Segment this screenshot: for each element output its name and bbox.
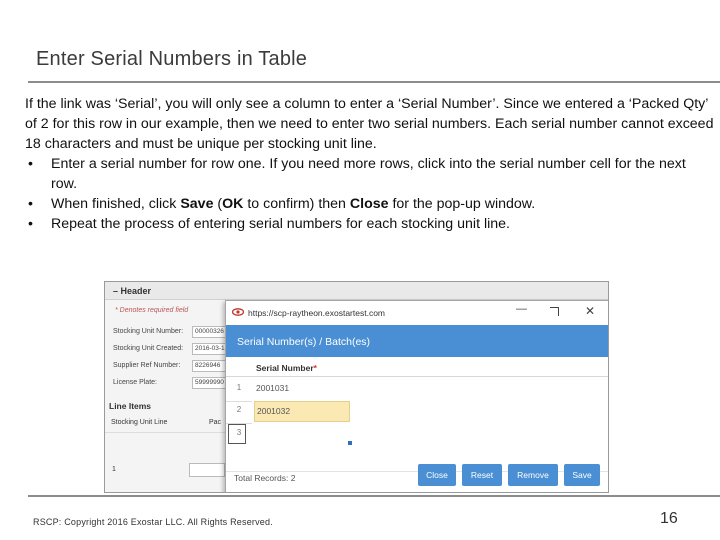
embedded-screenshot (104, 281, 609, 493)
bullet-dot: • (28, 156, 33, 172)
license-plate-label: License Plate: (113, 379, 157, 386)
row-number: 3 (236, 428, 242, 437)
bullet-dot: • (28, 196, 33, 212)
bullet-ok-word: OK (222, 196, 244, 212)
line-row-number: 1 (112, 466, 116, 473)
packed-qty-header: Pac (209, 419, 222, 426)
bullet-text-2-post: for the pop-up window. (388, 196, 536, 212)
bullet-dot: • (28, 216, 33, 232)
page-number: 16 (660, 510, 678, 527)
required-field-note: * Denotes required field (115, 307, 189, 314)
row-number: 1 (236, 383, 242, 392)
bullet-text-3: Repeat the process of entering serial numbers for each stocking unit line. (51, 216, 510, 232)
stocking-unit-number-field[interactable]: 00000326 (192, 326, 232, 338)
title-divider (28, 81, 720, 83)
serial-number-column-header (256, 363, 317, 373)
minimize-icon[interactable]: — (516, 303, 527, 315)
stocking-unit-created-label: Stocking Unit Created: (113, 345, 184, 352)
serial-number-cell[interactable]: 2001031 (256, 383, 290, 393)
required-star: * (313, 363, 317, 373)
stocking-unit-line-header: Stocking Unit Line (111, 419, 168, 426)
bullet-text-2-mid1: ( (213, 196, 223, 212)
bullet-text-2-pre: When finished, click (51, 196, 181, 212)
serial-number-cell[interactable] (254, 423, 350, 444)
serial-number-cell-active[interactable]: 2001032 (254, 401, 350, 422)
close-icon[interactable]: ✕ (585, 304, 596, 318)
remove-button[interactable]: Remove (508, 464, 558, 486)
cell-fill-handle[interactable] (348, 441, 352, 445)
serial-grid-header (226, 357, 609, 377)
stocking-unit-created-field[interactable]: 2016-03-1 (192, 343, 232, 355)
bullet-close-word: Close (349, 196, 389, 212)
header-section-toggle[interactable]: – Header (105, 282, 608, 300)
intro-paragraph: If the link was ‘Serial’, you will only see a column to enter a ‘Serial Number’. Since we entered a ‘Packed Qty’ of 2 for this row in our example, then we need to enter two serial numbers. Each serial number cannot exceed 18 characters and must be unique per stocking unit line. (25, 96, 714, 152)
slide-body (25, 94, 715, 234)
bullet-text-2-mid2: to confirm) then (243, 196, 350, 212)
bullet-item-3 (25, 214, 715, 234)
line-items-heading: Line Items (109, 401, 152, 411)
total-records: Total Records: 2 (234, 473, 296, 483)
stocking-unit-number-label: Stocking Unit Number: (113, 328, 184, 335)
supplier-ref-number-field[interactable]: 8226946 (192, 360, 232, 372)
supplier-ref-number-label: Supplier Ref Number: (113, 362, 181, 369)
copyright-text: RSCP: Copyright 2016 Exostar LLC. All Rights Reserved. (33, 517, 273, 527)
footer-divider-line (28, 495, 720, 497)
popup-address-bar (226, 301, 609, 325)
popup-url: https://scp-raytheon.exostartest.com (248, 308, 386, 318)
row-divider (226, 401, 252, 402)
bullet-item-1 (25, 154, 715, 194)
instruction-list (25, 154, 715, 234)
row-number: 2 (236, 405, 242, 414)
close-button-main[interactable]: Close (418, 464, 456, 486)
serial-number-header-text: Serial Number (256, 363, 314, 373)
reset-button-main[interactable]: Reset (462, 464, 502, 486)
license-plate-field[interactable]: 59999990 (192, 377, 232, 389)
popup-title: Serial Number(s) / Batch(es) (226, 325, 609, 357)
bullet-item-2 (25, 194, 715, 214)
slide-title: Enter Serial Numbers in Table (36, 48, 308, 70)
save-button[interactable]: Save (564, 464, 600, 486)
bullet-text-1: Enter a serial number for row one. If you need more rows, click into the serial number cell for the next row. (51, 156, 686, 192)
bullet-save-word: Save (180, 196, 214, 212)
packed-qty-input[interactable] (189, 463, 225, 477)
maximize-icon[interactable] (550, 307, 559, 316)
table-divider (105, 432, 225, 433)
eye-icon (232, 308, 244, 316)
